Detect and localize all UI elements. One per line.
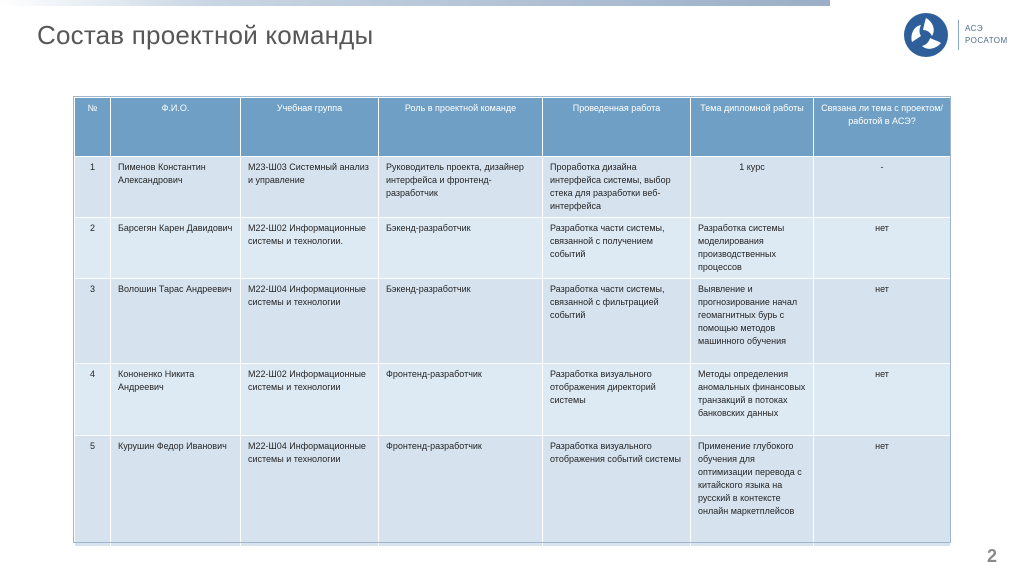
page-number: 2 <box>987 546 998 566</box>
logo-divider <box>958 20 959 50</box>
cell-num: 2 <box>75 218 111 279</box>
cell-related: нет <box>814 436 951 547</box>
cell-group: М22-Ш04 Информационные системы и технологии <box>241 279 379 364</box>
table-row <box>75 279 951 364</box>
cell-related: - <box>814 157 951 218</box>
cell-related: нет <box>814 218 951 279</box>
cell-role: Бэкенд-разработчик <box>379 218 543 279</box>
cell-thesis: Методы определения аномальных финансовых транзакций в потоках банковских данных <box>691 364 814 436</box>
cell-role: Фронтенд-разработчик <box>379 436 543 547</box>
cell-group: М22-Ш02 Информационные системы и технологии <box>241 364 379 436</box>
cell-group: М22-Ш02 Информационные системы и технологии. <box>241 218 379 279</box>
header-num: № <box>75 98 111 157</box>
cell-thesis: Разработка системы моделирования производственных процессов <box>691 218 814 279</box>
cell-related: нет <box>814 364 951 436</box>
team-table <box>74 97 951 547</box>
top-decor-bar <box>0 0 830 6</box>
cell-work: Разработка части системы, связанной с фильтрацией событий <box>543 279 691 364</box>
cell-num: 1 <box>75 157 111 218</box>
header-work: Проведенная работа <box>543 98 691 157</box>
logo-text-ase: АСЭ <box>965 24 984 33</box>
table-row <box>75 364 951 436</box>
cell-name: Пименов Константин Александрович <box>111 157 241 218</box>
cell-role: Фронтенд-разработчик <box>379 364 543 436</box>
header-role: Роль в проектной команде <box>379 98 543 157</box>
table-row <box>75 436 951 547</box>
cell-thesis: Применение глубокого обучения для оптимизации перевода с китайского языка на русский в контексте онлайн маркетплейсов <box>691 436 814 547</box>
cell-name: Кононенко Никита Андреевич <box>111 364 241 436</box>
cell-work: Разработка визуального отображения директорий системы <box>543 364 691 436</box>
header-related: Связана ли тема с проектом/работой в АСЭ? <box>814 98 951 157</box>
cell-role: Руководитель проекта, дизайнер интерфейса и фронтенд-разработчик <box>379 157 543 218</box>
cell-work: Разработка визуального отображения событий системы <box>543 436 691 547</box>
table-row <box>75 157 951 218</box>
header-group: Учебная группа <box>241 98 379 157</box>
header-thesis: Тема дипломной работы <box>691 98 814 157</box>
cell-role: Бэкенд-разработчик <box>379 279 543 364</box>
cell-num: 5 <box>75 436 111 547</box>
cell-name: Волошин Тарас Андреевич <box>111 279 241 364</box>
cell-num: 3 <box>75 279 111 364</box>
table-header-row <box>75 98 951 157</box>
cell-name: Курушин Федор Иванович <box>111 436 241 547</box>
cell-thesis: Выявление и прогнозирование начал геомагнитных бурь с помощью методов машинного обучения <box>691 279 814 364</box>
logo-text-rosatom: РОСАТОМ <box>965 36 1008 45</box>
cell-group: М22-Ш04 Информационные системы и технологии <box>241 436 379 547</box>
cell-work: Разработка части системы, связанной с получением событий <box>543 218 691 279</box>
atom-logo-icon <box>903 12 949 58</box>
cell-related: нет <box>814 279 951 364</box>
cell-group: М23-Ш03 Системный анализ и управление <box>241 157 379 218</box>
header-name: Ф.И.О. <box>111 98 241 157</box>
cell-work: Проработка дизайна интерфейса системы, выбор стека для разработки веб-интерфейса <box>543 157 691 218</box>
rosatom-logo <box>903 12 1013 58</box>
table-row <box>75 218 951 279</box>
slide-title: Состав проектной команды <box>37 20 374 50</box>
cell-name: Барсегян Карен Давидович <box>111 218 241 279</box>
cell-thesis: 1 курс <box>691 157 814 218</box>
cell-num: 4 <box>75 364 111 436</box>
